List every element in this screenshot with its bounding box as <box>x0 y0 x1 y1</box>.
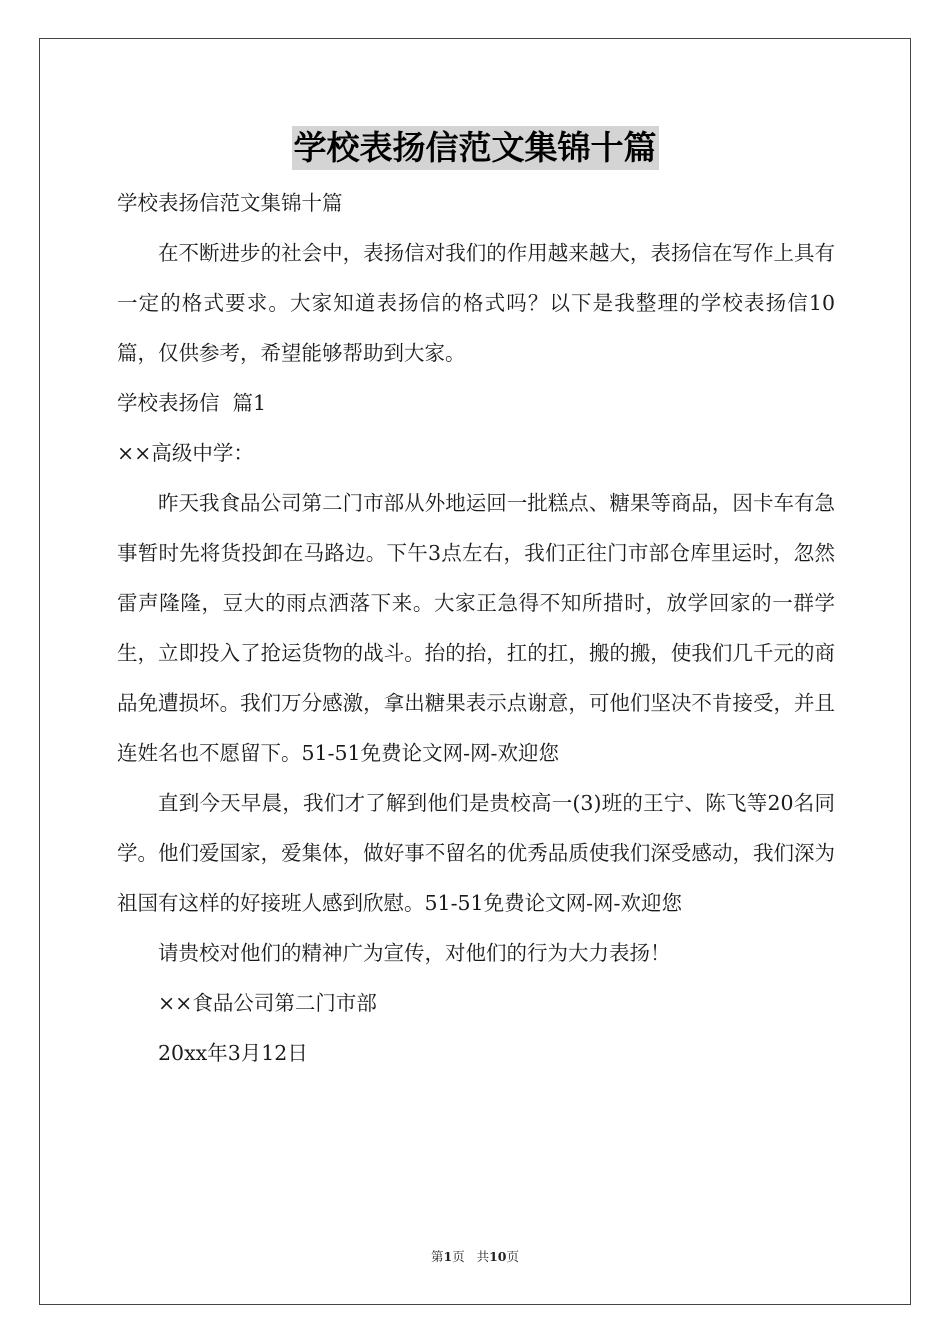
section-heading: 学校表扬信 篇1 <box>117 391 267 415</box>
document-body <box>117 178 835 1078</box>
body-paragraph-3: 请贵校对他们的精神广为宣传，对他们的行为大力表扬！ <box>158 941 671 965</box>
intro-paragraph: 在不断进步的社会中，表扬信对我们的作用越来越大，表扬信在写作上具有一定的格式要求。大家知道表扬信的格式吗？以下是我整理的学校表扬信10篇，仅供参考，希望能够帮助到大家。 <box>117 241 835 365</box>
document-title: 学校表扬信范文集锦十篇 <box>292 126 659 170</box>
title-container <box>0 126 950 170</box>
document-subtitle: 学校表扬信范文集锦十篇 <box>117 191 343 215</box>
body-paragraph-2: 直到今天早晨，我们才了解到他们是贵校高一(3)班的王宁、陈飞等20名同学。他们爱国家，爱集体，做好事不留名的优秀品质使我们深受感动，我们深为祖国有这样的好接班人感到欣慰。51-51免费论文网-网-欢迎您 <box>117 791 835 915</box>
page-footer <box>0 1247 950 1265</box>
page-total: 10 <box>489 1249 507 1264</box>
salutation: ××高级中学： <box>117 441 254 465</box>
page-current: 1 <box>443 1249 453 1264</box>
page-mid: 页 共 <box>452 1249 490 1264</box>
signature: ××食品公司第二门市部 <box>158 991 377 1015</box>
letter-date: 20xx年3月12日 <box>158 1041 308 1065</box>
page-prefix: 第 <box>430 1249 444 1264</box>
body-paragraph-1: 昨天我食品公司第二门市部从外地运回一批糕点、糖果等商品，因卡车有急事暂时先将货投卸在马路边。下午3点左右，我们正往门市部仓库里运时，忽然雷声隆隆，豆大的雨点洒落下来。大家正急得不知所措时，放学回家的一群学生，立即投入了抢运货物的战斗。抬的抬，扛的扛，搬的搬，使我们几千元的商品免遭损坏。我们万分感激，拿出糖果表示点谢意，可他们坚决不肯接受，并且连姓名也不愿留下。51-51免费论文网-网-欢迎您 <box>117 491 835 765</box>
page-suffix: 页 <box>506 1249 520 1264</box>
